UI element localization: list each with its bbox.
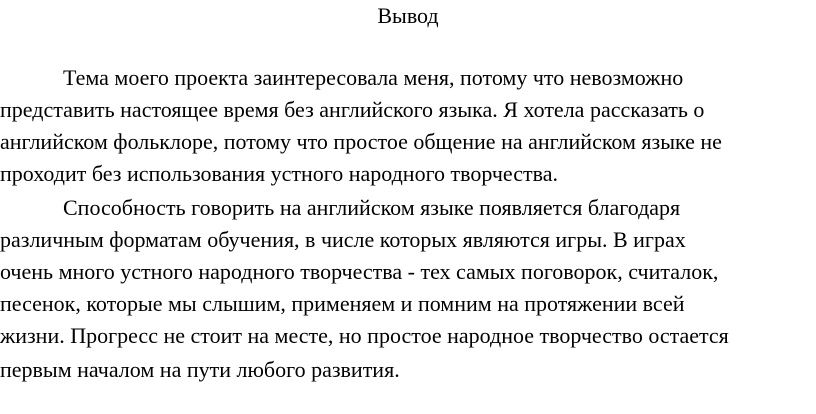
paragraph-1-line-1: Тема моего проекта заинтересовала меня, потому что невозможно: [63, 65, 684, 90]
paragraph-2-line-5: жизни. Прогресс не стоит на месте, но простое народное творчество остается: [0, 323, 729, 348]
paragraph-2-line-1: Способность говорить на английском языке появляется благодаря: [63, 195, 681, 220]
paragraph-2-line-3: очень много устного народного творчества - тех самых поговорок, считалок,: [0, 259, 719, 284]
paragraph-2-line-2: различным форматам обучения, в числе которых являются игры. В играх: [0, 227, 686, 252]
paragraph-1-line-4: проходит без использования устного народного творчества.: [0, 161, 558, 186]
paragraph-2-line-6: первым началом на пути любого развития.: [0, 357, 400, 382]
document-title: Вывод: [377, 3, 439, 28]
paragraph-2-line-4: песенок, которые мы слышим, применяем и помним на протяжении всей: [0, 291, 685, 316]
paragraph-1-line-2: представить настоящее время без английского языка. Я хотела рассказать о: [0, 97, 705, 122]
paragraph-1-line-3: английском фольклоре, потому что простое общение на английском языке не: [0, 129, 722, 154]
